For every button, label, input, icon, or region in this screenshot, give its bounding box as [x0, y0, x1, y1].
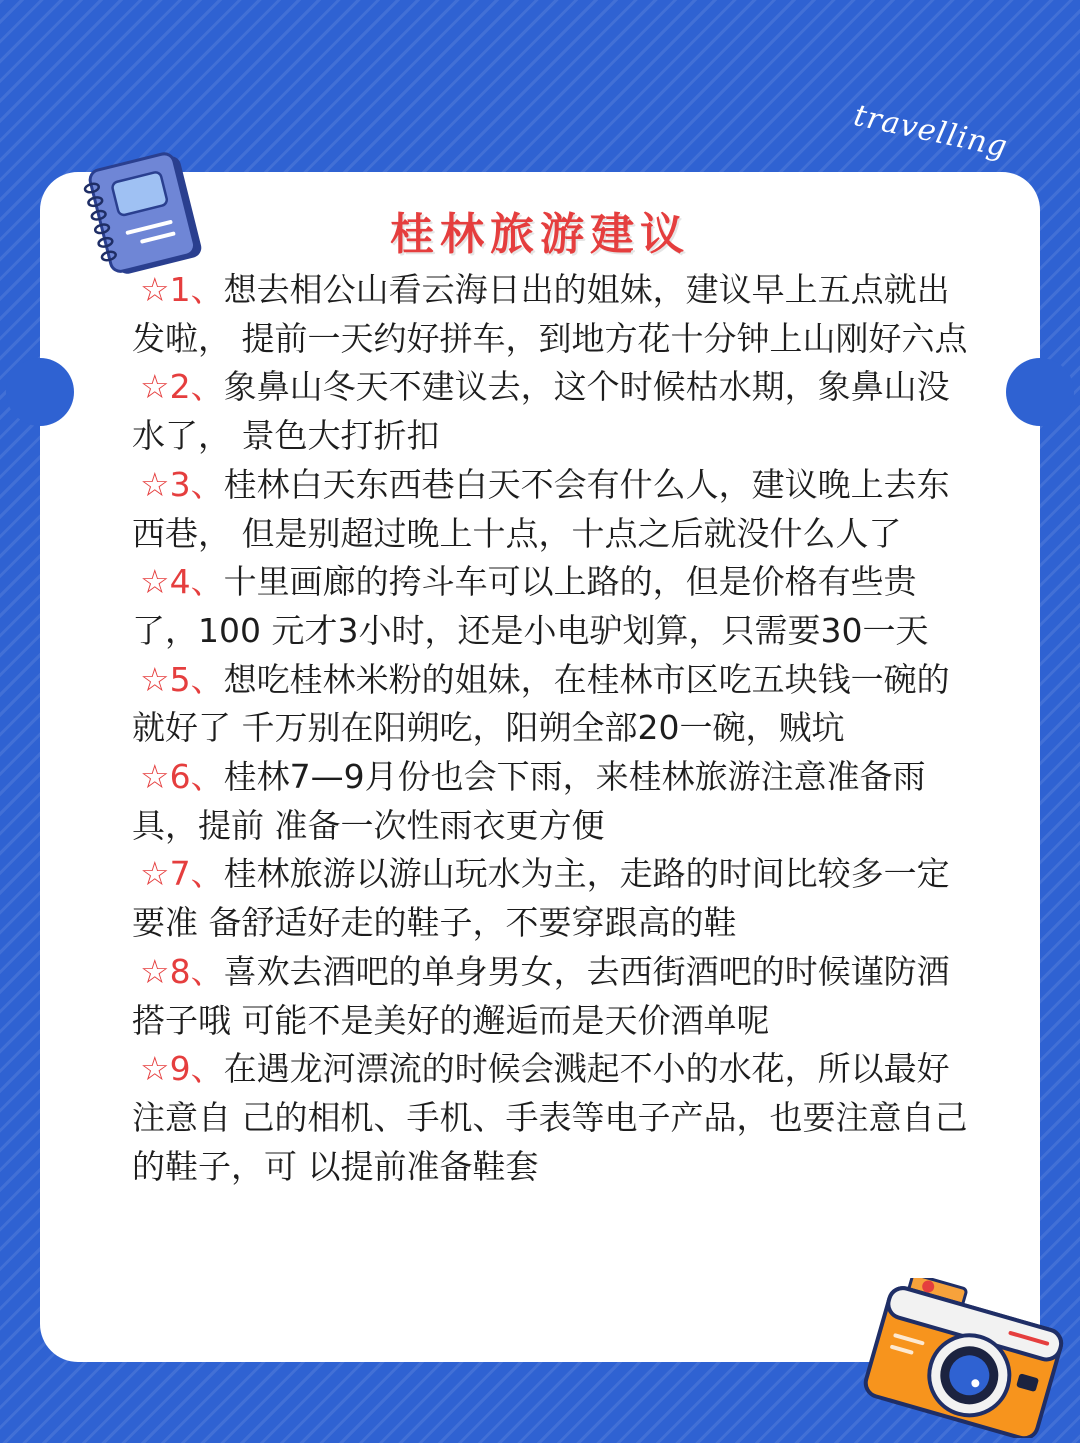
tip-item-7 [132, 850, 982, 947]
tip-item-4 [132, 558, 982, 655]
tip-item-5 [132, 656, 982, 753]
card-notch-right [1006, 358, 1074, 426]
tip-number: ☆6、 [140, 757, 224, 797]
tips-list [132, 266, 982, 1191]
tip-number: ☆7、 [140, 854, 224, 894]
tip-text: 桂林白天东西巷白天不会有什么人，建议晚上去东西巷， 但是别超过晚上十点，十点之后就没什么人了 [132, 464, 950, 553]
tip-item-8 [132, 948, 982, 1045]
tip-text: 想去相公山看云海日出的姐妹，建议早上五点就出发啦， 提前一天约好拼车，到地方花十分钟上山刚好六点 [132, 270, 968, 358]
tip-text: 桂林7—9月份也会下雨，来桂林旅游注意准备雨具，提前 准备一次性雨衣更方便 [132, 757, 926, 845]
tip-number: ☆9、 [140, 1049, 224, 1089]
tip-text: 喜欢去酒吧的单身男女，去西街酒吧的时候谨防酒搭子哦 可能不是美好的邂逅而是天价酒单呢 [132, 951, 950, 1040]
travelling-handwriting: travelling [850, 98, 1011, 165]
tip-number: ☆2、 [140, 367, 224, 407]
tip-item-1 [132, 266, 982, 363]
tip-text: 想吃桂林米粉的姐妹，在桂林市区吃五块钱一碗的就好了 千万别在阳朔吃，阳朔全部20一碗，贼坑 [132, 659, 950, 748]
tip-number: ☆4、 [140, 562, 224, 602]
tip-item-3 [132, 461, 982, 558]
tip-text: 桂林旅游以游山玩水为主，走路的时间比较多一定要准 备舒适好走的鞋子，不要穿跟高的鞋 [132, 854, 950, 943]
tip-item-2 [132, 363, 982, 460]
tip-text: 在遇龙河漂流的时候会溅起不小的水花，所以最好注意自 己的相机、手机、手表等电子产品，也要注意自己的鞋子，可 以提前准备鞋套 [132, 1049, 968, 1186]
camera-icon [862, 1278, 1072, 1438]
page-title: 桂林旅游建议 [390, 209, 690, 260]
tip-number: ☆5、 [140, 659, 224, 699]
card-notch-left [6, 358, 74, 426]
tip-text: 十里画廊的挎斗车可以上路的，但是价格有些贵了，100 元才3小时，还是小电驴划算，只需要30一天 [132, 562, 929, 650]
tip-number: ☆3、 [140, 464, 224, 504]
tip-text: 象鼻山冬天不建议去，这个时候枯水期，象鼻山没水了， 景色大打折扣 [132, 367, 950, 456]
tip-number: ☆8、 [140, 951, 224, 991]
tip-item-6 [132, 753, 982, 850]
tip-item-9 [132, 1045, 982, 1191]
tip-number: ☆1、 [140, 270, 224, 309]
